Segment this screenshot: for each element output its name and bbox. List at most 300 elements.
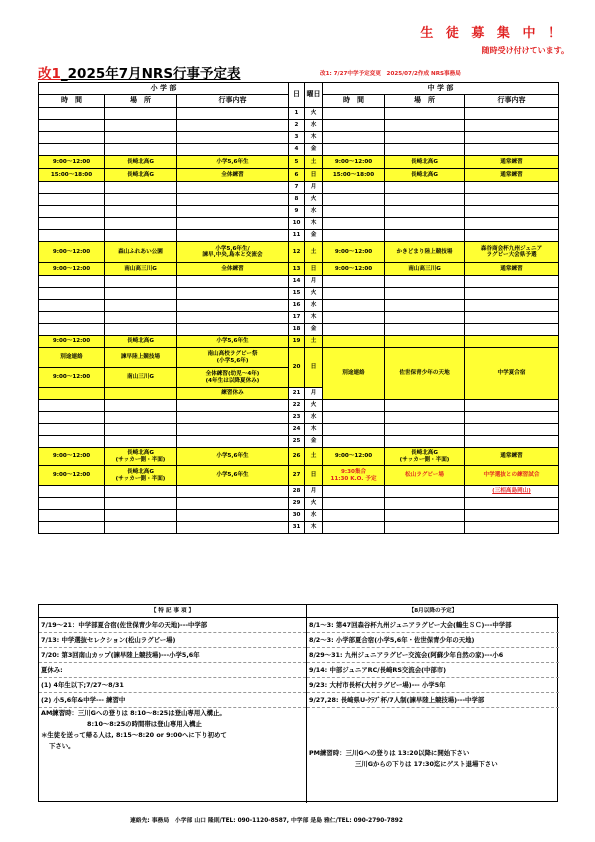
jr-time (323, 424, 385, 436)
elem-event (177, 144, 289, 156)
junior-header: 中 学 部 (323, 83, 559, 95)
elem-place (105, 132, 177, 144)
jr-place (385, 312, 465, 324)
elem-place (105, 300, 177, 312)
jr-place: 南山高三川G (385, 263, 465, 276)
jr-event (465, 108, 559, 120)
jr-time (323, 206, 385, 218)
elem-time-header: 時 間 (39, 95, 105, 108)
weekday: 月 (305, 276, 323, 288)
day-number: 17 (289, 312, 305, 324)
weekday: 土 (305, 448, 323, 466)
day-number: 19 (289, 336, 305, 348)
jr-place (385, 218, 465, 230)
jr-time: 15:00～18:00 (323, 169, 385, 182)
elem-place: 南山高三川G (105, 263, 177, 276)
elem-place (105, 230, 177, 242)
jr-place: 長崎北高G (サッカー側・半面) (385, 448, 465, 466)
jr-time (323, 436, 385, 448)
elem-event: 小学5,6年生/ 諫早,中央,島本と交流会 (177, 242, 289, 263)
jr-time (323, 510, 385, 522)
schedule-body-1 (39, 108, 559, 336)
day-number: 20 (289, 348, 305, 388)
jr-event (465, 412, 559, 424)
weekday: 月 (305, 388, 323, 400)
notes-section (38, 604, 558, 802)
jr-time: 9:00～12:00 (323, 448, 385, 466)
jr-time: 9:00～12:00 (323, 156, 385, 169)
jr-time (323, 300, 385, 312)
table-row (39, 510, 559, 522)
elem-time (39, 412, 105, 424)
jr-place (385, 288, 465, 300)
jr-time (323, 120, 385, 132)
day-number: 5 (289, 156, 305, 169)
day-number: 31 (289, 522, 305, 534)
jr-place (385, 144, 465, 156)
weekday: 日 (305, 263, 323, 276)
elem-time (39, 312, 105, 324)
elem-time: 9:00～12:00 (39, 242, 105, 263)
jr-event: 森谷商会杯九州ジュニア ラグビー大会県予選 (465, 242, 559, 263)
weekday-header: 曜日 (305, 83, 323, 108)
elem-event (177, 312, 289, 324)
day-number: 15 (289, 288, 305, 300)
elem-place: 諫早陸上競技場 (105, 348, 177, 368)
elem-time (39, 276, 105, 288)
jr-time (323, 218, 385, 230)
recruit-banner: 生 徒 募 集 中 ！ (420, 26, 565, 41)
table-row (39, 182, 559, 194)
jr-event (465, 300, 559, 312)
day-number: 29 (289, 498, 305, 510)
am-note-line: ＊生徒を送って帰る人は, 8:15～8:20 or 9:00へに下り初めて (41, 731, 227, 739)
weekday: 火 (305, 108, 323, 120)
table-row (39, 120, 559, 132)
elem-place (105, 288, 177, 300)
weekday: 月 (305, 486, 323, 498)
day-number: 23 (289, 412, 305, 424)
future-line: 9/23: 大村市長杯(大村ラグビー場)--- 小学5年 (307, 678, 559, 693)
day-number: 13 (289, 263, 305, 276)
jr-event (465, 312, 559, 324)
weekday: 木 (305, 522, 323, 534)
jr-event (465, 194, 559, 206)
note-line: (1) 4年生以下;7/27～8/31 (39, 678, 306, 693)
contact-info: 連絡先: 事務局 小学部 山口 隆則/TEL: 090-1120-8587, 中学部 是島 雅仁/TEL: 090-2790-7892 (130, 818, 403, 824)
jr-place (385, 206, 465, 218)
day-number: 2 (289, 120, 305, 132)
jr-event (465, 206, 559, 218)
day-number: 26 (289, 448, 305, 466)
elem-time: 15:00～18:00 (39, 169, 105, 182)
jr-time (323, 288, 385, 300)
day-number: 22 (289, 400, 305, 412)
day-number: 21 (289, 388, 305, 400)
elem-place: 南山三川G (105, 368, 177, 388)
future-line: 8/2～3: 小学部夏合宿(小学5,6年・佐世保青少年の天地) (307, 633, 559, 648)
jr-place (385, 510, 465, 522)
table-row (39, 206, 559, 218)
jr-place (385, 132, 465, 144)
jr-time (323, 412, 385, 424)
elem-time (39, 498, 105, 510)
elem-place-header: 場 所 (105, 95, 177, 108)
elem-place: 長崎北高G (105, 336, 177, 348)
jr-event (465, 522, 559, 534)
elem-event: 全体練習 (177, 263, 289, 276)
weekday: 日 (305, 466, 323, 486)
jr-time: 9:30集合 11:30 K.O. 予定 (323, 466, 385, 486)
jr-event: 通常練習 (465, 448, 559, 466)
day-number: 30 (289, 510, 305, 522)
jr-place: 松山ラグビー場 (385, 466, 465, 486)
elem-place (105, 194, 177, 206)
jr-time (323, 230, 385, 242)
elem-time (39, 424, 105, 436)
future-line: 8/1～3: 第47回森谷杯九州ジュニアラグビー大会(鶴生ＳＣ)---中学部 (307, 618, 559, 633)
elem-event (177, 120, 289, 132)
elem-place (105, 108, 177, 120)
elem-event (177, 182, 289, 194)
future-schedule-heading: 【8月以降の予定】 (307, 605, 559, 618)
weekday: 金 (305, 230, 323, 242)
elem-time (39, 230, 105, 242)
elem-place: 森山ふれあい公園 (105, 242, 177, 263)
pm-note-line: 三川Gからの下りは 17:30迄にゲスト退場下さい (355, 760, 498, 768)
jr-event: 通常練習 (465, 156, 559, 169)
elem-place (105, 412, 177, 424)
jr-event (465, 276, 559, 288)
am-note-line: AM練習時：三川Gへの登りは 8:10～8:25は登山専用入構止。 (41, 709, 226, 717)
elem-event: 全体練習 (177, 169, 289, 182)
weekday: 土 (305, 242, 323, 263)
day-number: 3 (289, 132, 305, 144)
elem-place (105, 436, 177, 448)
jr-time (323, 194, 385, 206)
am-note-line: 8:10～8:25の時間帯は登山専用入構止 (87, 720, 202, 728)
elem-event (177, 108, 289, 120)
jr-place (385, 120, 465, 132)
jr-place (385, 194, 465, 206)
weekday: 木 (305, 132, 323, 144)
elem-time: 9:00～12:00 (39, 336, 105, 348)
jr-time (323, 324, 385, 336)
jr-event: 中学夏合宿 (465, 348, 559, 400)
jr-place (385, 182, 465, 194)
day-number: 11 (289, 230, 305, 242)
jr-place (385, 436, 465, 448)
weekday: 火 (305, 498, 323, 510)
weekday: 土 (305, 336, 323, 348)
table-row (39, 348, 559, 368)
jr-place (385, 276, 465, 288)
jr-event (465, 288, 559, 300)
jr-place (385, 522, 465, 534)
elem-time (39, 120, 105, 132)
jr-event: 通常練習 (465, 263, 559, 276)
jr-event (465, 218, 559, 230)
jr-time-header: 時 間 (323, 95, 385, 108)
elem-time (39, 144, 105, 156)
elem-event (177, 300, 289, 312)
jr-event (465, 424, 559, 436)
day-number: 4 (289, 144, 305, 156)
elem-event (177, 400, 289, 412)
jr-time (323, 312, 385, 324)
schedule-body-mid (39, 336, 559, 400)
jr-event-header: 行事内容 (465, 95, 559, 108)
title-main: _2025年7月NRS行事予定表 (60, 66, 241, 82)
day-header: 日 (289, 83, 305, 108)
day-number: 24 (289, 424, 305, 436)
jr-place: 長崎北高G (385, 156, 465, 169)
weekday: 日 (305, 169, 323, 182)
elem-time (39, 194, 105, 206)
elem-place (105, 498, 177, 510)
table-row (39, 336, 559, 348)
table-row (39, 498, 559, 510)
day-number: 25 (289, 436, 305, 448)
future-line: 8/29～31: 九州ジュニアラグビー交流会(阿蘇少年自然の家)---小6 (307, 648, 559, 663)
elem-event (177, 412, 289, 424)
elem-event (177, 132, 289, 144)
elem-event: 小学5,6年生 (177, 448, 289, 466)
weekday: 金 (305, 324, 323, 336)
jr-place (385, 412, 465, 424)
jr-place: かきどまり陸上競技場 (385, 242, 465, 263)
table-row (39, 412, 559, 424)
table-row (39, 132, 559, 144)
elem-event (177, 324, 289, 336)
elem-time (39, 522, 105, 534)
jr-event (465, 400, 559, 412)
elem-time (39, 206, 105, 218)
elem-time (39, 288, 105, 300)
jr-place-header: 場 所 (385, 95, 465, 108)
jr-place (385, 424, 465, 436)
future-schedule (307, 605, 559, 803)
elem-place (105, 522, 177, 534)
elementary-header: 小 学 部 (39, 83, 289, 95)
elem-time (39, 218, 105, 230)
table-row (39, 156, 559, 169)
table-row (39, 169, 559, 182)
day-number: 27 (289, 466, 305, 486)
jr-event (465, 510, 559, 522)
elem-event: 小学5,6年生 (177, 156, 289, 169)
elem-place: 長崎北高G (105, 169, 177, 182)
elem-place: 長崎北高G (サッカー側・半面) (105, 466, 177, 486)
table-row (39, 400, 559, 412)
note-line: 7/20: 第3回南山カップ(諫早陸上競技場)---小学5,6年 (39, 648, 306, 663)
jr-place (385, 300, 465, 312)
weekday: 木 (305, 218, 323, 230)
jr-event: 通常練習 (465, 169, 559, 182)
elem-time: 9:00～12:00 (39, 368, 105, 388)
table-row (39, 288, 559, 300)
weekday: 水 (305, 300, 323, 312)
table-row (39, 312, 559, 324)
special-notes (39, 605, 307, 803)
jr-event (465, 324, 559, 336)
elem-time (39, 108, 105, 120)
table-row (39, 486, 559, 498)
table-row (39, 300, 559, 312)
jr-event (465, 182, 559, 194)
elem-event (177, 522, 289, 534)
jr-time (323, 144, 385, 156)
jr-event (465, 144, 559, 156)
weekday: 水 (305, 120, 323, 132)
elem-event (177, 218, 289, 230)
pm-note-line: PM練習時：三川Gへの登りは 13:20以降に開始下さい (309, 749, 470, 757)
table-row (39, 276, 559, 288)
elem-place (105, 324, 177, 336)
table-row (39, 522, 559, 534)
note-line: 7/19～21：中学部夏合宿(佐世保青少年の天地)---中学部 (39, 618, 306, 633)
day-number: 10 (289, 218, 305, 230)
elem-event (177, 230, 289, 242)
future-line: 9/14: 中部ジュニアRC/長崎RS交流会(中部市) (307, 663, 559, 678)
day-number: 8 (289, 194, 305, 206)
elem-event (177, 276, 289, 288)
table-row (39, 144, 559, 156)
weekday: 月 (305, 182, 323, 194)
table-row (39, 424, 559, 436)
day-number: 16 (289, 300, 305, 312)
table-row (39, 324, 559, 336)
jr-time (323, 132, 385, 144)
elem-time: 9:00～12:00 (39, 263, 105, 276)
elem-place (105, 510, 177, 522)
jr-event: 中学選抜との練習試合 (465, 466, 559, 486)
elem-time (39, 300, 105, 312)
jr-place: 佐世保青少年の天地 (385, 348, 465, 400)
jr-time: 9:00～12:00 (323, 263, 385, 276)
jr-place (385, 230, 465, 242)
weekday: 金 (305, 144, 323, 156)
day-number: 28 (289, 486, 305, 498)
elem-place (105, 182, 177, 194)
jr-place (385, 400, 465, 412)
jr-place: 長崎北高G (385, 169, 465, 182)
revision-prefix: 改1 (38, 66, 61, 82)
weekday: 水 (305, 510, 323, 522)
elem-time (39, 132, 105, 144)
note-line: (2) 小5,6年&中学--- 練習中 (39, 693, 306, 708)
elem-time (39, 510, 105, 522)
weekday: 木 (305, 312, 323, 324)
table-row (39, 436, 559, 448)
elem-event: 小学5,6年生 (177, 466, 289, 486)
elem-place (105, 218, 177, 230)
weekday: 水 (305, 206, 323, 218)
elem-time (39, 182, 105, 194)
future-line: 9/27,28: 長崎県U-ｸﾗﾌﾞ杯/7人制(諫早陸上競技場)---中学部 (307, 693, 559, 708)
elem-event (177, 436, 289, 448)
day-number: 1 (289, 108, 305, 120)
jr-time (323, 498, 385, 510)
schedule-table (38, 82, 559, 534)
elem-event: 全体練習(幼児～4年) (4年生は以降夏休み) (177, 368, 289, 388)
schedule-body-2 (39, 400, 559, 448)
note-line: 7/13: 中学選抜セレクション(松山ラグビー場) (39, 633, 306, 648)
jr-place (385, 498, 465, 510)
jr-time: 別途連絡 (323, 348, 385, 400)
weekday: 火 (305, 194, 323, 206)
elem-time: 別途連絡 (39, 348, 105, 368)
elem-event (177, 194, 289, 206)
elem-time: 9:00～12:00 (39, 448, 105, 466)
table-row (39, 263, 559, 276)
elem-place (105, 400, 177, 412)
day-number: 18 (289, 324, 305, 336)
table-row (39, 230, 559, 242)
elem-place (105, 120, 177, 132)
recruit-subtext: 随時受け付けています。 (481, 46, 569, 55)
elem-event-header: 行事内容 (177, 95, 289, 108)
jr-time (323, 522, 385, 534)
table-row (39, 218, 559, 230)
jr-time (323, 400, 385, 412)
day-number: 12 (289, 242, 305, 263)
jr-event (465, 436, 559, 448)
table-row (39, 242, 559, 263)
elem-place (105, 206, 177, 218)
elem-place (105, 312, 177, 324)
jr-event (465, 230, 559, 242)
table-row (39, 466, 559, 486)
elem-event (177, 498, 289, 510)
elem-place (105, 424, 177, 436)
jr-place (385, 108, 465, 120)
jr-event (465, 120, 559, 132)
jr-time: 9:00～12:00 (323, 242, 385, 263)
day-number: 9 (289, 206, 305, 218)
jr-event (465, 498, 559, 510)
elem-event (177, 288, 289, 300)
weekday: 土 (305, 156, 323, 169)
page-title (38, 62, 241, 82)
elem-place (105, 276, 177, 288)
jr-time (323, 182, 385, 194)
elem-event (177, 510, 289, 522)
am-note-line: 下さい。 (49, 742, 75, 750)
day-number: 14 (289, 276, 305, 288)
elem-time: 9:00～12:00 (39, 156, 105, 169)
elem-place: 長崎北高G (サッカー側・半面) (105, 448, 177, 466)
weekday: 金 (305, 436, 323, 448)
revision-note: 改1: 7/27中学予定変更 2025/07/2作成 NRS事務局 (320, 71, 461, 77)
special-notes-heading: 【 特 記 事 項 】 (39, 605, 306, 618)
elem-event (177, 424, 289, 436)
elem-time (39, 436, 105, 448)
weekday: 水 (305, 412, 323, 424)
elem-place (105, 144, 177, 156)
elem-event (177, 206, 289, 218)
weekday: 日 (305, 348, 323, 388)
elem-place: 長崎北高G (105, 156, 177, 169)
table-row (39, 448, 559, 466)
table-row (39, 108, 559, 120)
elem-time (39, 400, 105, 412)
elem-time: 9:00～12:00 (39, 466, 105, 486)
day-number: 7 (289, 182, 305, 194)
elem-time (39, 324, 105, 336)
jr-place (385, 324, 465, 336)
jr-event: (三相高島岡山) (465, 486, 559, 498)
